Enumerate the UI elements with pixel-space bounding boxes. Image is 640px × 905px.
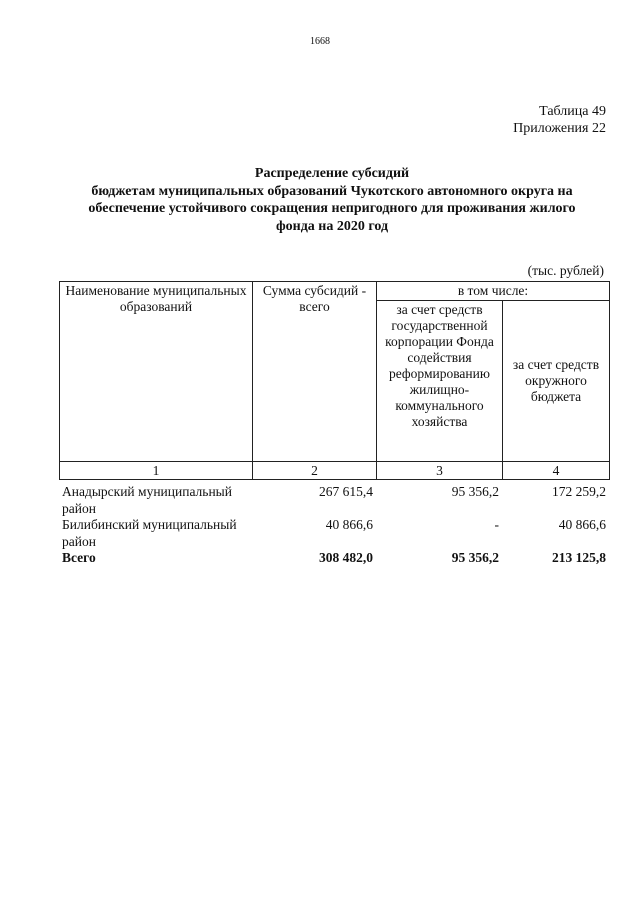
header-district-budget: за счет средств окружного бюджета — [503, 301, 610, 462]
row-fund: 95 356,2 — [451, 484, 499, 499]
header-including: в том числе: — [377, 282, 610, 301]
column-number-2: 2 — [253, 462, 377, 480]
appendix-number: Приложения 22 — [513, 121, 606, 136]
column-number-3: 3 — [377, 462, 503, 480]
title-line-4: фонда на 2020 год — [275, 218, 389, 234]
row-total: 267 615,4 — [319, 484, 373, 499]
total-label: Всего — [62, 550, 96, 565]
document-title — [56, 165, 608, 235]
total-row — [59, 550, 609, 567]
table-row — [59, 484, 609, 517]
header-municipality: Наименование муниципальных образований — [60, 282, 253, 462]
row-municipality: Анадырский муниципальный район — [62, 484, 232, 516]
page-number: 1668 — [310, 36, 330, 47]
title-line-3: обеспечение устойчивого сокращения непригодного для проживания жилого — [88, 201, 576, 216]
title-line-1: Распределение субсидий — [254, 166, 410, 181]
row-district-budget: 172 259,2 — [552, 484, 606, 499]
total-district-budget: 213 125,8 — [552, 550, 606, 565]
total-fund: 95 356,2 — [451, 550, 499, 565]
row-district-budget: 40 866,6 — [558, 517, 606, 532]
column-number-4: 4 — [503, 462, 610, 480]
table-header — [59, 281, 610, 480]
header-total-subsidy: Сумма субсидий - всего — [253, 282, 377, 462]
row-municipality: Билибинский муниципальный район — [62, 517, 237, 549]
table-reference — [513, 103, 606, 137]
unit-note: (тыс. рублей) — [527, 263, 604, 278]
table-row — [59, 517, 609, 550]
column-number-1: 1 — [60, 462, 253, 480]
table-body — [59, 484, 609, 567]
row-fund: - — [494, 517, 499, 532]
header-fund-source: за счет средств государственной корпорации Фонда содействия реформированию жилищно-коммунального хозяйства — [377, 301, 503, 462]
row-total: 40 866,6 — [325, 517, 373, 532]
title-line-2: бюджетам муниципальных образований Чукотского автономного округа на — [91, 183, 573, 199]
table-number: Таблица 49 — [539, 104, 606, 119]
total-sum: 308 482,0 — [319, 550, 373, 565]
